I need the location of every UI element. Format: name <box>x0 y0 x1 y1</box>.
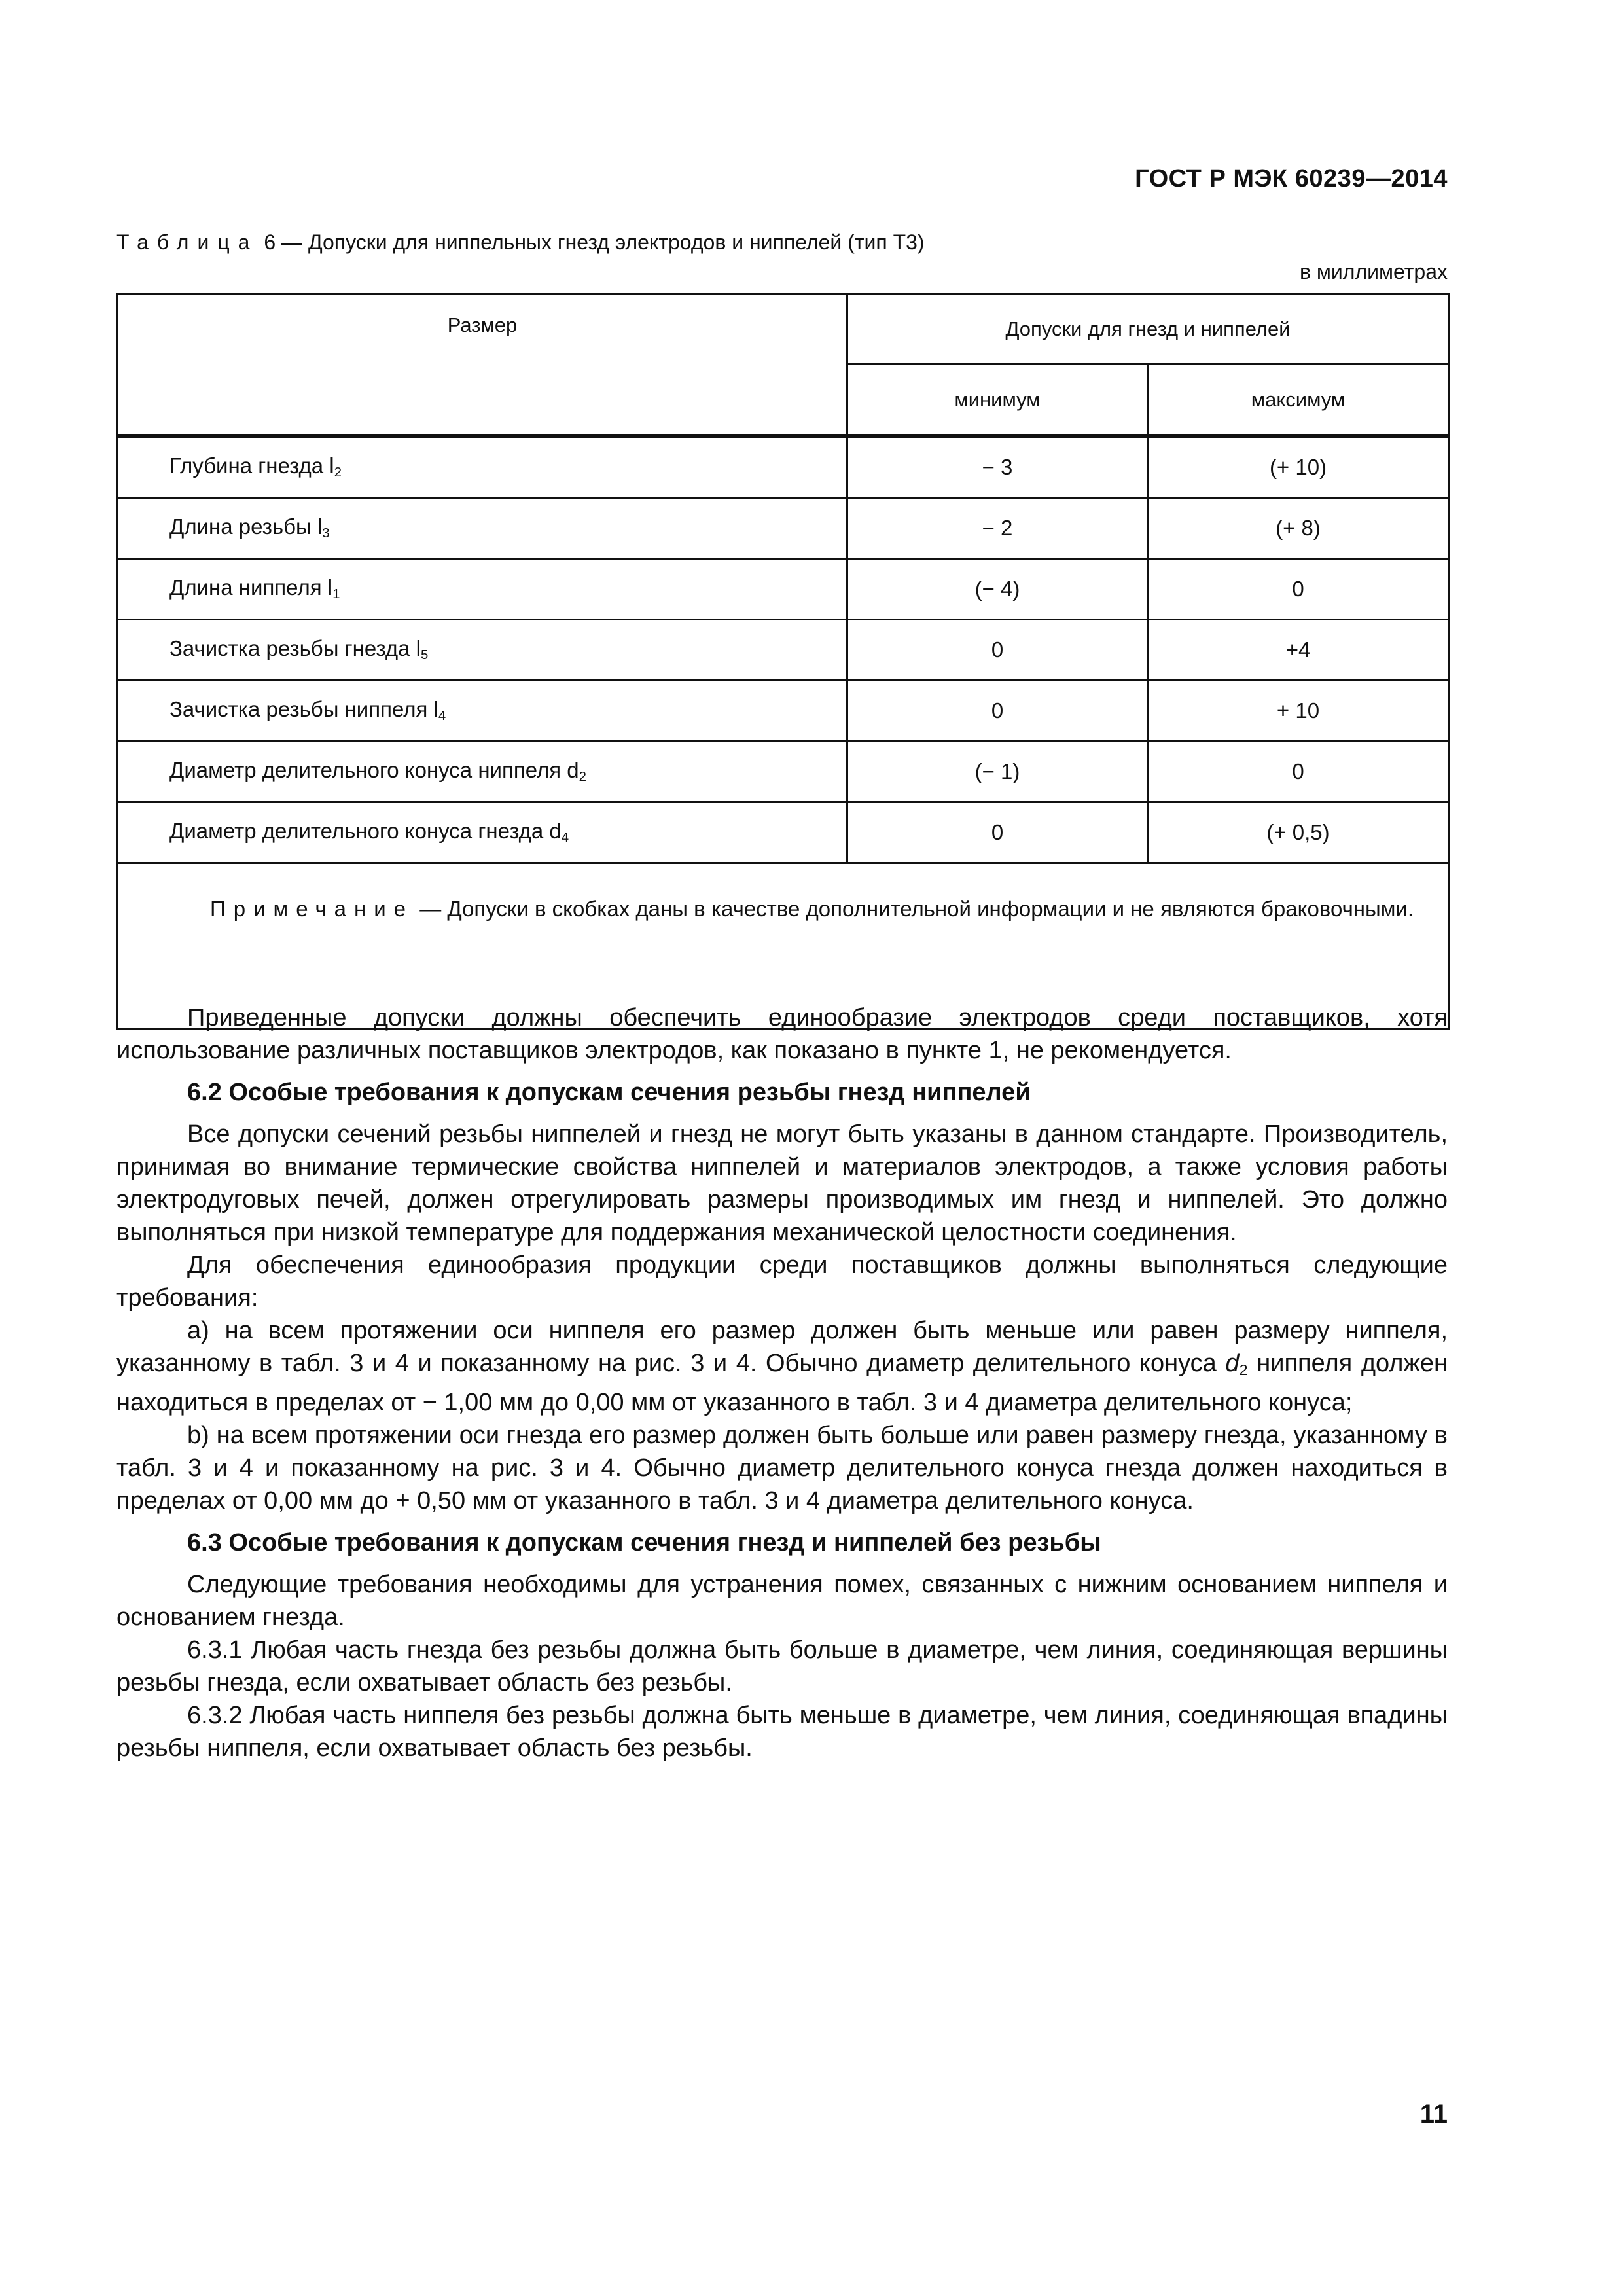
row-name: Глубина гнезда $l_2$ <box>118 436 847 498</box>
list-item-b: b) на всем протяжении оси гнезда его размер должен быть больше или равен размеру гнезда, указанному в табл. 3 и 4 и показанному на рис. 3 и 4. Обычно диаметр делительного конуса гнезда должен находиться в пределах от 0,00 мм до + 0,50 мм от указанного в табл. 3 и 4 диаметра делительного конуса. <box>116 1421 1448 1515</box>
row-min: − 2 <box>847 498 1148 559</box>
header-tolerance-group: Допуски для гнезд и ниппелей <box>847 295 1449 365</box>
table-caption-number: 6 <box>264 230 276 254</box>
header-maximum: максимум <box>1148 365 1449 436</box>
row-name: Зачистка резьбы гнезда $l_5$ <box>118 620 847 681</box>
list-item-a: а) на всем протяжении оси ниппеля его размер должен быть меньше или равен размеру ниппеля, указанному в табл. 3 и 4 и показанному на рис. 3 и 4. Обычно диаметр делительного конуса $d_2$ ниппеля должен находиться в пределах от − 1,00 мм до 0,00 мм от указанного в табл. 3 и 4 диаметра делительного конуса; <box>116 1317 1448 1416</box>
body-text <box>116 1001 1448 1765</box>
table-row <box>118 681 1449 742</box>
row-name: Диаметр делительного конуса гнезда $d_4$ <box>118 802 847 863</box>
table-row <box>118 559 1449 620</box>
paragraph-6-3-2: 6.3.2 Любая часть ниппеля без резьбы должна быть меньше в диаметре, чем линия, соединяющая впадины резьбы ниппеля, если охватывает область без резьбы. <box>116 1701 1448 1762</box>
note-label: Примечание <box>210 897 414 921</box>
row-max: (+ 0,5) <box>1148 802 1449 863</box>
note-text: — Допуски в скобках даны в качестве дополнительной информации и не являются браковочными. <box>419 897 1414 921</box>
row-name: Диаметр делительного конуса ниппеля $d_2$ <box>118 742 847 802</box>
row-max: 0 <box>1148 742 1449 802</box>
section-title-6-2: 6.2 Особые требования к допускам сечения резьбы гнезд ниппелей <box>187 1079 1031 1106</box>
paragraph: Следующие требования необходимы для устранения помех, связанных с нижним основанием ниппеля и основанием гнезда. <box>116 1570 1448 1631</box>
table-row <box>118 742 1449 802</box>
paragraph: Приведенные допуски должны обеспечить единообразие электродов среди поставщиков, хотя использование различных поставщиков электродов, как показано в пункте 1, не рекомендуется. <box>116 1004 1448 1064</box>
table-row <box>118 802 1449 863</box>
table-caption <box>116 230 925 255</box>
header-minimum: минимум <box>847 365 1148 436</box>
section-title-6-3: 6.3 Особые требования к допускам сечения гнезд и ниппелей без резьбы <box>187 1528 1101 1556</box>
header-size: Размер <box>118 295 847 437</box>
tolerance-table <box>116 293 1450 1030</box>
paragraph: Все допуски сечений резьбы ниппелей и гнезд не могут быть указаны в данном стандарте. Производитель, принимая во внимание термические свойства ниппелей и материалов электродов, а также условия работы электродуговых печей, должен отрегулировать размеры производимых им гнезд и ниппелей. Это должно выполняться при низкой температуре для поддержания механической целостности соединения. <box>116 1121 1448 1246</box>
row-max: +4 <box>1148 620 1449 681</box>
page-number: 11 <box>1419 2100 1448 2128</box>
row-max: (+ 10) <box>1148 436 1449 498</box>
table-row <box>118 436 1449 498</box>
row-max: + 10 <box>1148 681 1449 742</box>
row-min: 0 <box>847 802 1148 863</box>
row-min: 0 <box>847 681 1148 742</box>
standard-code: ГОСТ Р МЭК 60239—2014 <box>1135 165 1448 192</box>
row-min: (− 4) <box>847 559 1148 620</box>
table-caption-text: — Допуски для ниппельных гнезд электродов и ниппелей (тип Т3) <box>281 230 925 254</box>
paragraph: Для обеспечения единообразия продукции среди поставщиков должны выполняться следующие требования: <box>116 1251 1448 1312</box>
table-units: в миллиметрах <box>1300 260 1448 283</box>
table-row <box>118 620 1449 681</box>
row-max: (+ 8) <box>1148 498 1449 559</box>
row-name: Длина резьбы $l_3$ <box>118 498 847 559</box>
row-min: − 3 <box>847 436 1148 498</box>
row-name: Длина ниппеля $l_1$ <box>118 559 847 620</box>
row-max: 0 <box>1148 559 1449 620</box>
table-caption-label: Таблица <box>116 230 259 254</box>
row-min: 0 <box>847 620 1148 681</box>
row-min: (− 1) <box>847 742 1148 802</box>
row-name: Зачистка резьбы ниппеля $l_4$ <box>118 681 847 742</box>
table-row <box>118 498 1449 559</box>
paragraph-6-3-1: 6.3.1 Любая часть гнезда без резьбы должна быть больше в диаметре, чем линия, соединяющая вершины резьбы гнезда, если охватывает область без резьбы. <box>116 1636 1448 1696</box>
